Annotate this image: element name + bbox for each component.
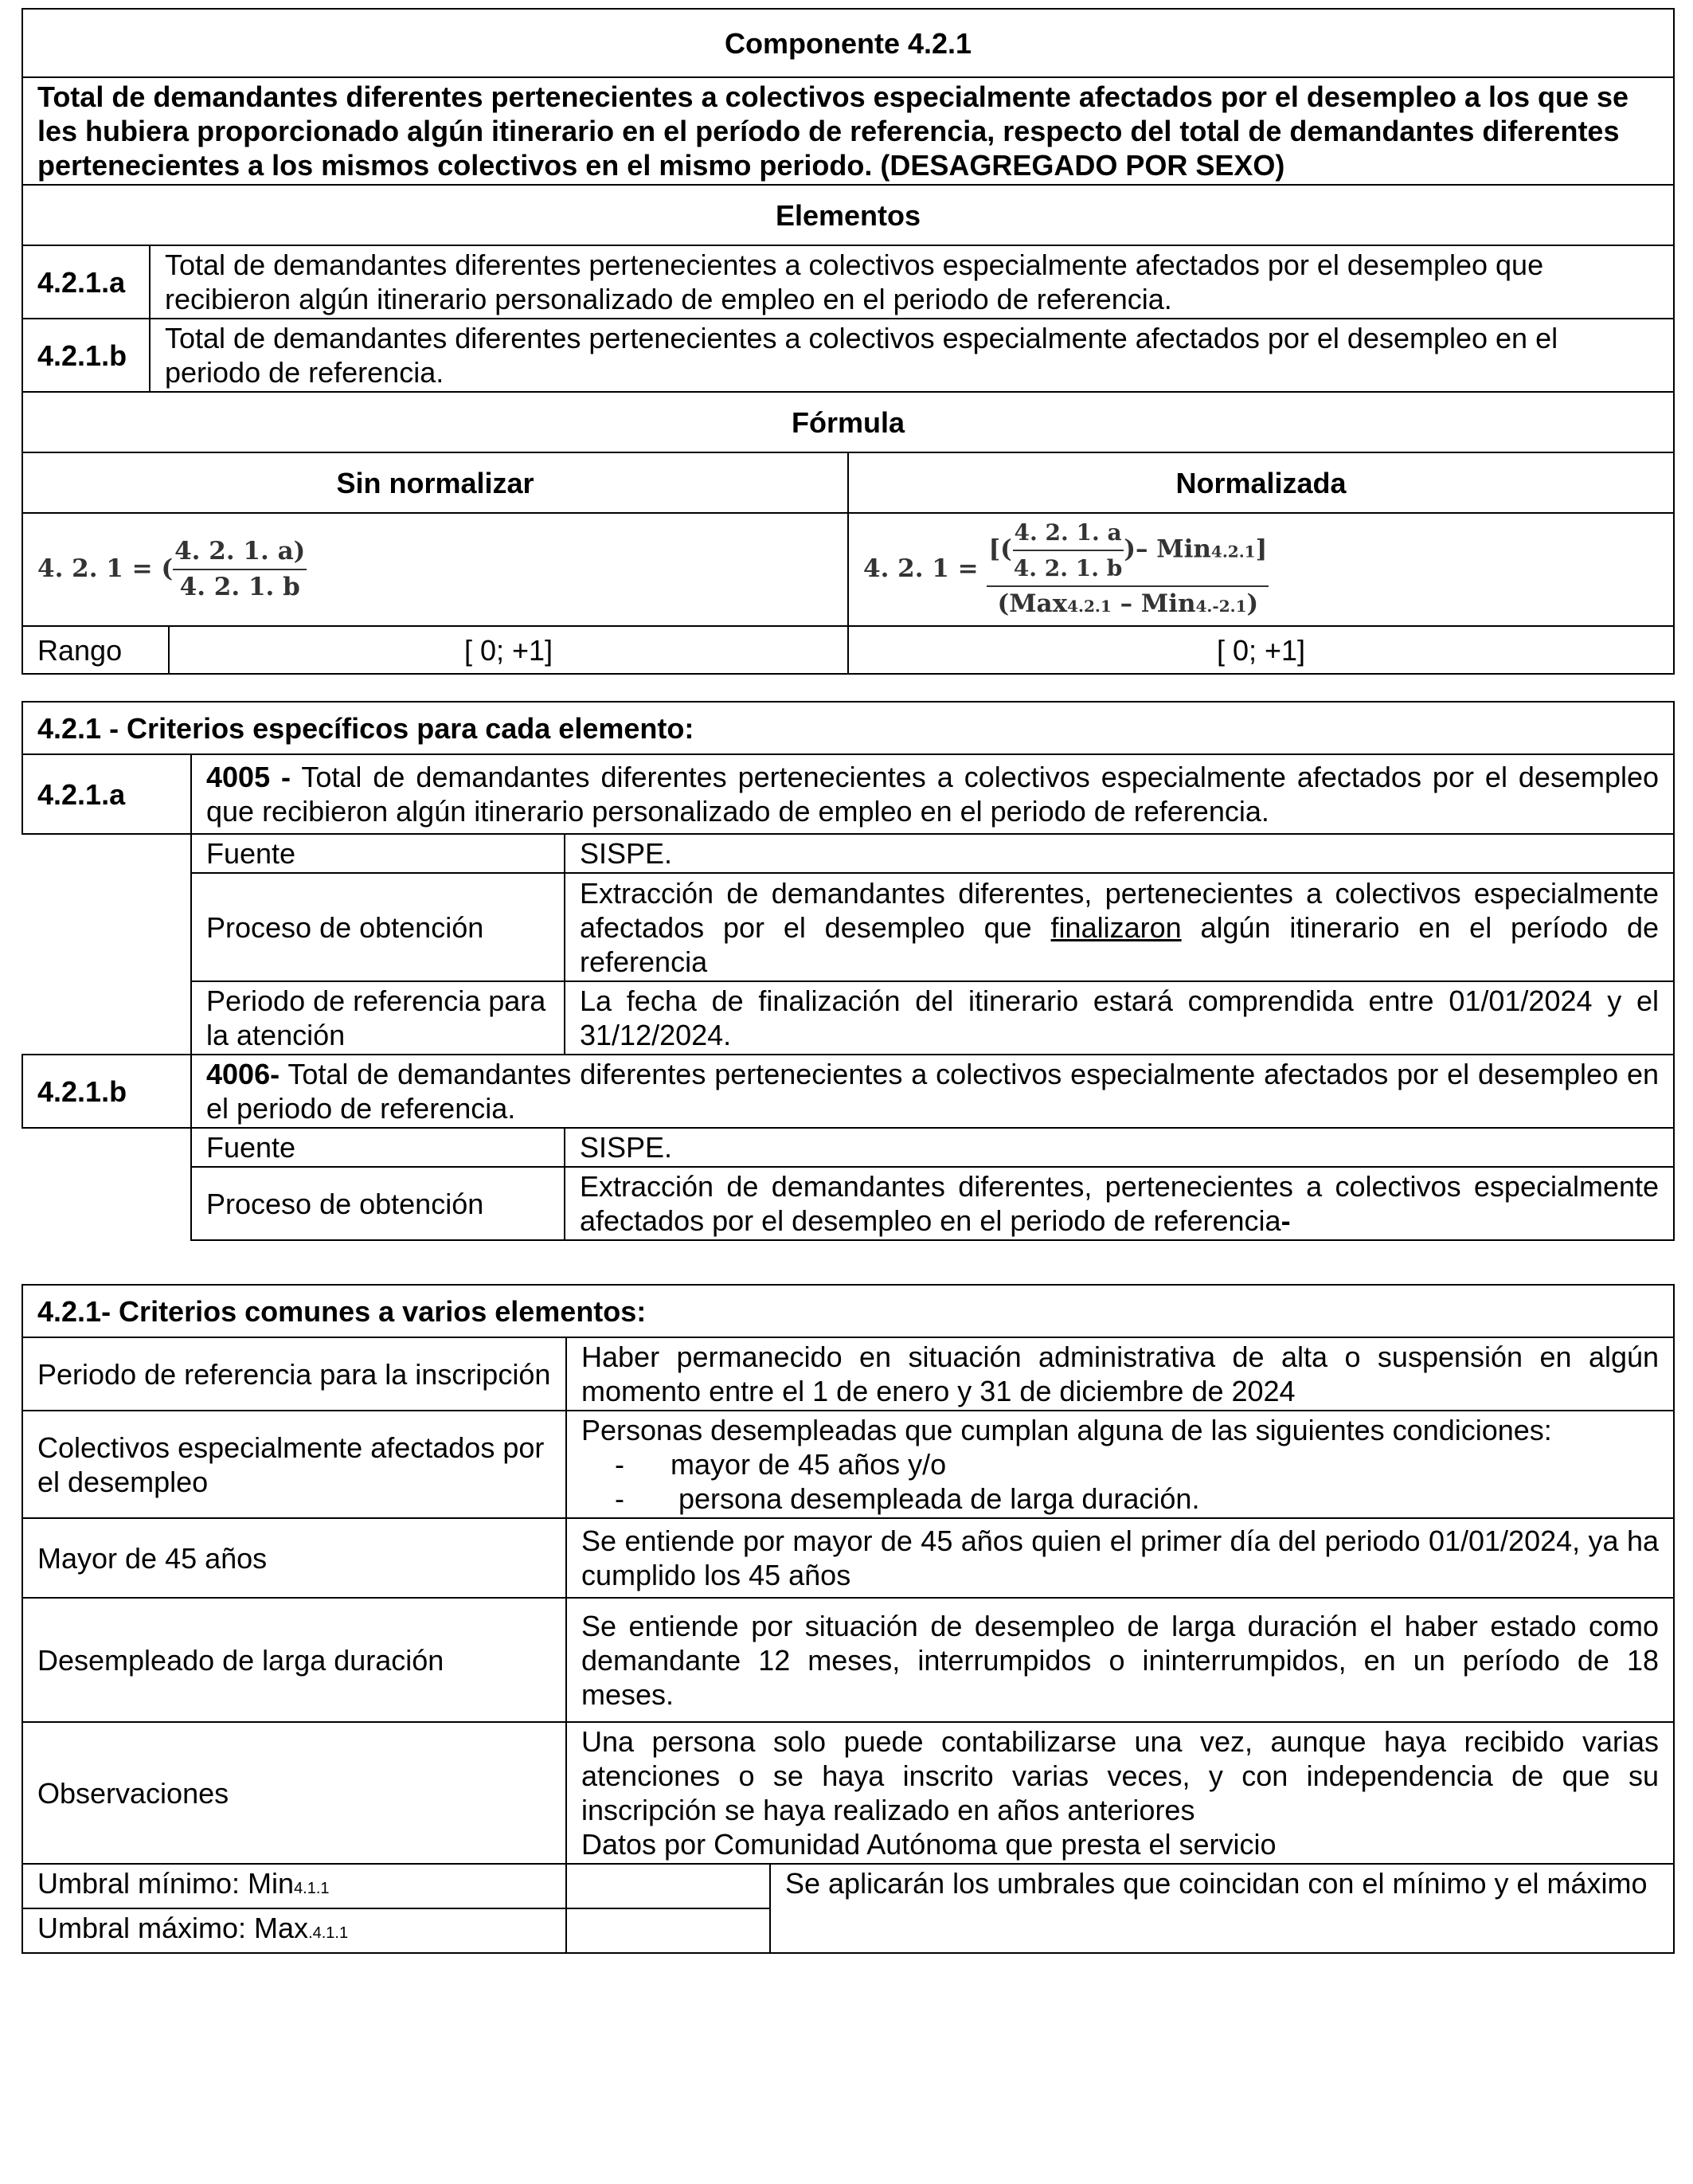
formula-norm-bracket: ]: [1255, 534, 1268, 564]
fuente-label: Fuente: [191, 834, 565, 873]
umbral-note: Se aplicarán los umbrales que coincidan con el mínimo y el máximo: [770, 1864, 1674, 1953]
formula-norm-den-open: (Max: [997, 589, 1068, 618]
specific-criteria-table: [22, 701, 1675, 1241]
periodo-label: Periodo de referencia para la atención: [191, 981, 565, 1055]
formula-norm-max-sub: 4.2.1: [1067, 597, 1112, 616]
element-definition: 4005 - Total de demandantes diferentes pertenecientes a colectivos especialmente afectados por el desempleo que recibieron algún itinerario personalizado de empleo en el periodo de referencia.: [191, 754, 1674, 834]
criteria-value: Se entiende por situación de desempleo de larga duración el haber estado como demandante 12 meses, interrumpidos o ininterrumpidos, en un período de 18 meses.: [566, 1598, 1674, 1722]
specific-title: 4.2.1 - Criterios específicos para cada elemento:: [22, 702, 1674, 754]
element-code: 4.2.1.b: [22, 319, 150, 392]
formula-norm-open: [(: [988, 534, 1012, 564]
formula-col-normalized: Normalizada: [848, 452, 1674, 513]
fuente-value: SISPE.: [565, 1128, 1674, 1167]
umbral-max-label: Umbral máximo: Max.4.1.1: [22, 1908, 566, 1953]
common-criteria-table: [22, 1284, 1675, 1954]
formula-norm-minus: – Min: [1111, 589, 1196, 618]
formula-norm-close: )– Min: [1124, 534, 1211, 564]
formula-norm-min-sub: 4.2.1: [1210, 542, 1256, 562]
component-table: [22, 8, 1675, 675]
element-text: Total de demandantes diferentes pertenecientes a colectivos especialmente afectados por el desempleo en el periodo de referencia.: [150, 319, 1674, 392]
criteria-value: Se entiende por mayor de 45 años quien el primer día del periodo 01/01/2024, ya ha cumplido los 45 años: [566, 1518, 1674, 1598]
range-label: Rango: [22, 626, 169, 674]
element-id: 4006-: [206, 1058, 280, 1090]
component-description: Total de demandantes diferentes pertenecientes a colectivos especialmente afectados por el desempleo a los que se les hubiera proporcionado algún itinerario en el período de referencia, respecto del total de demandantes diferentes pertenecientes a los mismos colectivos en el mismo periodo. (DESAGREGADO POR SEXO): [22, 77, 1674, 185]
elements-header: Elementos: [22, 185, 1674, 245]
element-id: 4005 -: [206, 761, 291, 793]
formula-norm-den-close: ): [1246, 589, 1259, 618]
criteria-value: Personas desempleadas que cumplan alguna de las siguientes condiciones: - mayor de 45 años y/o - persona desempleada de larga duración.: [566, 1411, 1674, 1518]
criteria-label: Colectivos especialmente afectados por el desempleo: [22, 1411, 566, 1518]
formula-norm-min-sub2: 4.-2.1: [1195, 597, 1247, 616]
formula-norm-lhs: 4. 2. 1 =: [863, 554, 979, 583]
criteria-value: Una persona solo puede contabilizarse una vez, aunque haya recibido varias atenciones o se haya inscrito varias veces, y con independencia de que su inscripción se haya realizado en años anteriores Datos por Comunidad Autónoma que presta el servicio: [566, 1722, 1674, 1864]
umbral-min-label: Umbral mínimo: Min4.1.1: [22, 1864, 566, 1908]
umbral-max-value: [566, 1908, 770, 1953]
formula-header: Fórmula: [22, 392, 1674, 452]
formula-norm-inner-den: 4. 2. 1. b: [1013, 555, 1123, 581]
formula-col-raw: Sin normalizar: [22, 452, 848, 513]
formula-norm-inner-num: 4. 2. 1. a: [1013, 515, 1124, 551]
criteria-value: Haber permanecido en situación administrativa de alta o suspensión en algún momento entre el 1 de enero y 31 de diciembre de 2024: [566, 1337, 1674, 1411]
criteria-label: Mayor de 45 años: [22, 1518, 566, 1598]
formula-raw-fraction: [173, 534, 307, 605]
range-raw: [ 0; +1]: [169, 626, 848, 674]
umbral-min-value: [566, 1864, 770, 1908]
element-text: Total de demandantes diferentes pertenecientes a colectivos especialmente afectados por el desempleo que recibieron algún itinerario personalizado de empleo en el periodo de referencia.: [150, 245, 1674, 319]
fuente-label: Fuente: [191, 1128, 565, 1167]
formula-raw-lhs: 4. 2. 1 = (: [37, 554, 174, 583]
element-code: 4.2.1.a: [22, 245, 150, 319]
common-title: 4.2.1- Criterios comunes a varios elementos:: [22, 1285, 1674, 1337]
element-definition: 4006- Total de demandantes diferentes pertenecientes a colectivos especialmente afectados por el desempleo en el periodo de referencia.: [191, 1055, 1674, 1128]
range-normalized: [ 0; +1]: [848, 626, 1674, 674]
proceso-value: Extracción de demandantes diferentes, pertenecientes a colectivos especialmente afectados por el desempleo que finalizaron algún itinerario en el período de referencia: [565, 873, 1674, 981]
proceso-label: Proceso de obtención: [191, 873, 565, 981]
criteria-label: Periodo de referencia para la inscripción: [22, 1337, 566, 1411]
proceso-label: Proceso de obtención: [191, 1167, 565, 1240]
proceso-value: Extracción de demandantes diferentes, pertenecientes a colectivos especialmente afectados por el desempleo en el periodo de referencia-: [565, 1167, 1674, 1240]
criteria-label: Observaciones: [22, 1722, 566, 1864]
list-item: - persona desempleada de larga duración.: [615, 1482, 1200, 1515]
formula-norm-fraction: [987, 515, 1269, 624]
fuente-value: SISPE.: [565, 834, 1674, 873]
element-code: 4.2.1.b: [22, 1055, 191, 1128]
periodo-value: La fecha de finalización del itinerario estará comprendida entre 01/01/2024 y el 31/12/2024.: [565, 981, 1674, 1055]
formula-raw-numerator: 4. 2. 1. a): [173, 534, 307, 570]
list-item: - mayor de 45 años y/o: [615, 1448, 947, 1481]
formula-raw-denominator: 4. 2. 1. b: [179, 573, 300, 601]
formula-normalized: [848, 513, 1674, 626]
element-code: 4.2.1.a: [22, 754, 191, 834]
criteria-label: Desempleado de larga duración: [22, 1598, 566, 1722]
component-title: Componente 4.2.1: [22, 9, 1674, 77]
formula-raw: [22, 513, 848, 626]
